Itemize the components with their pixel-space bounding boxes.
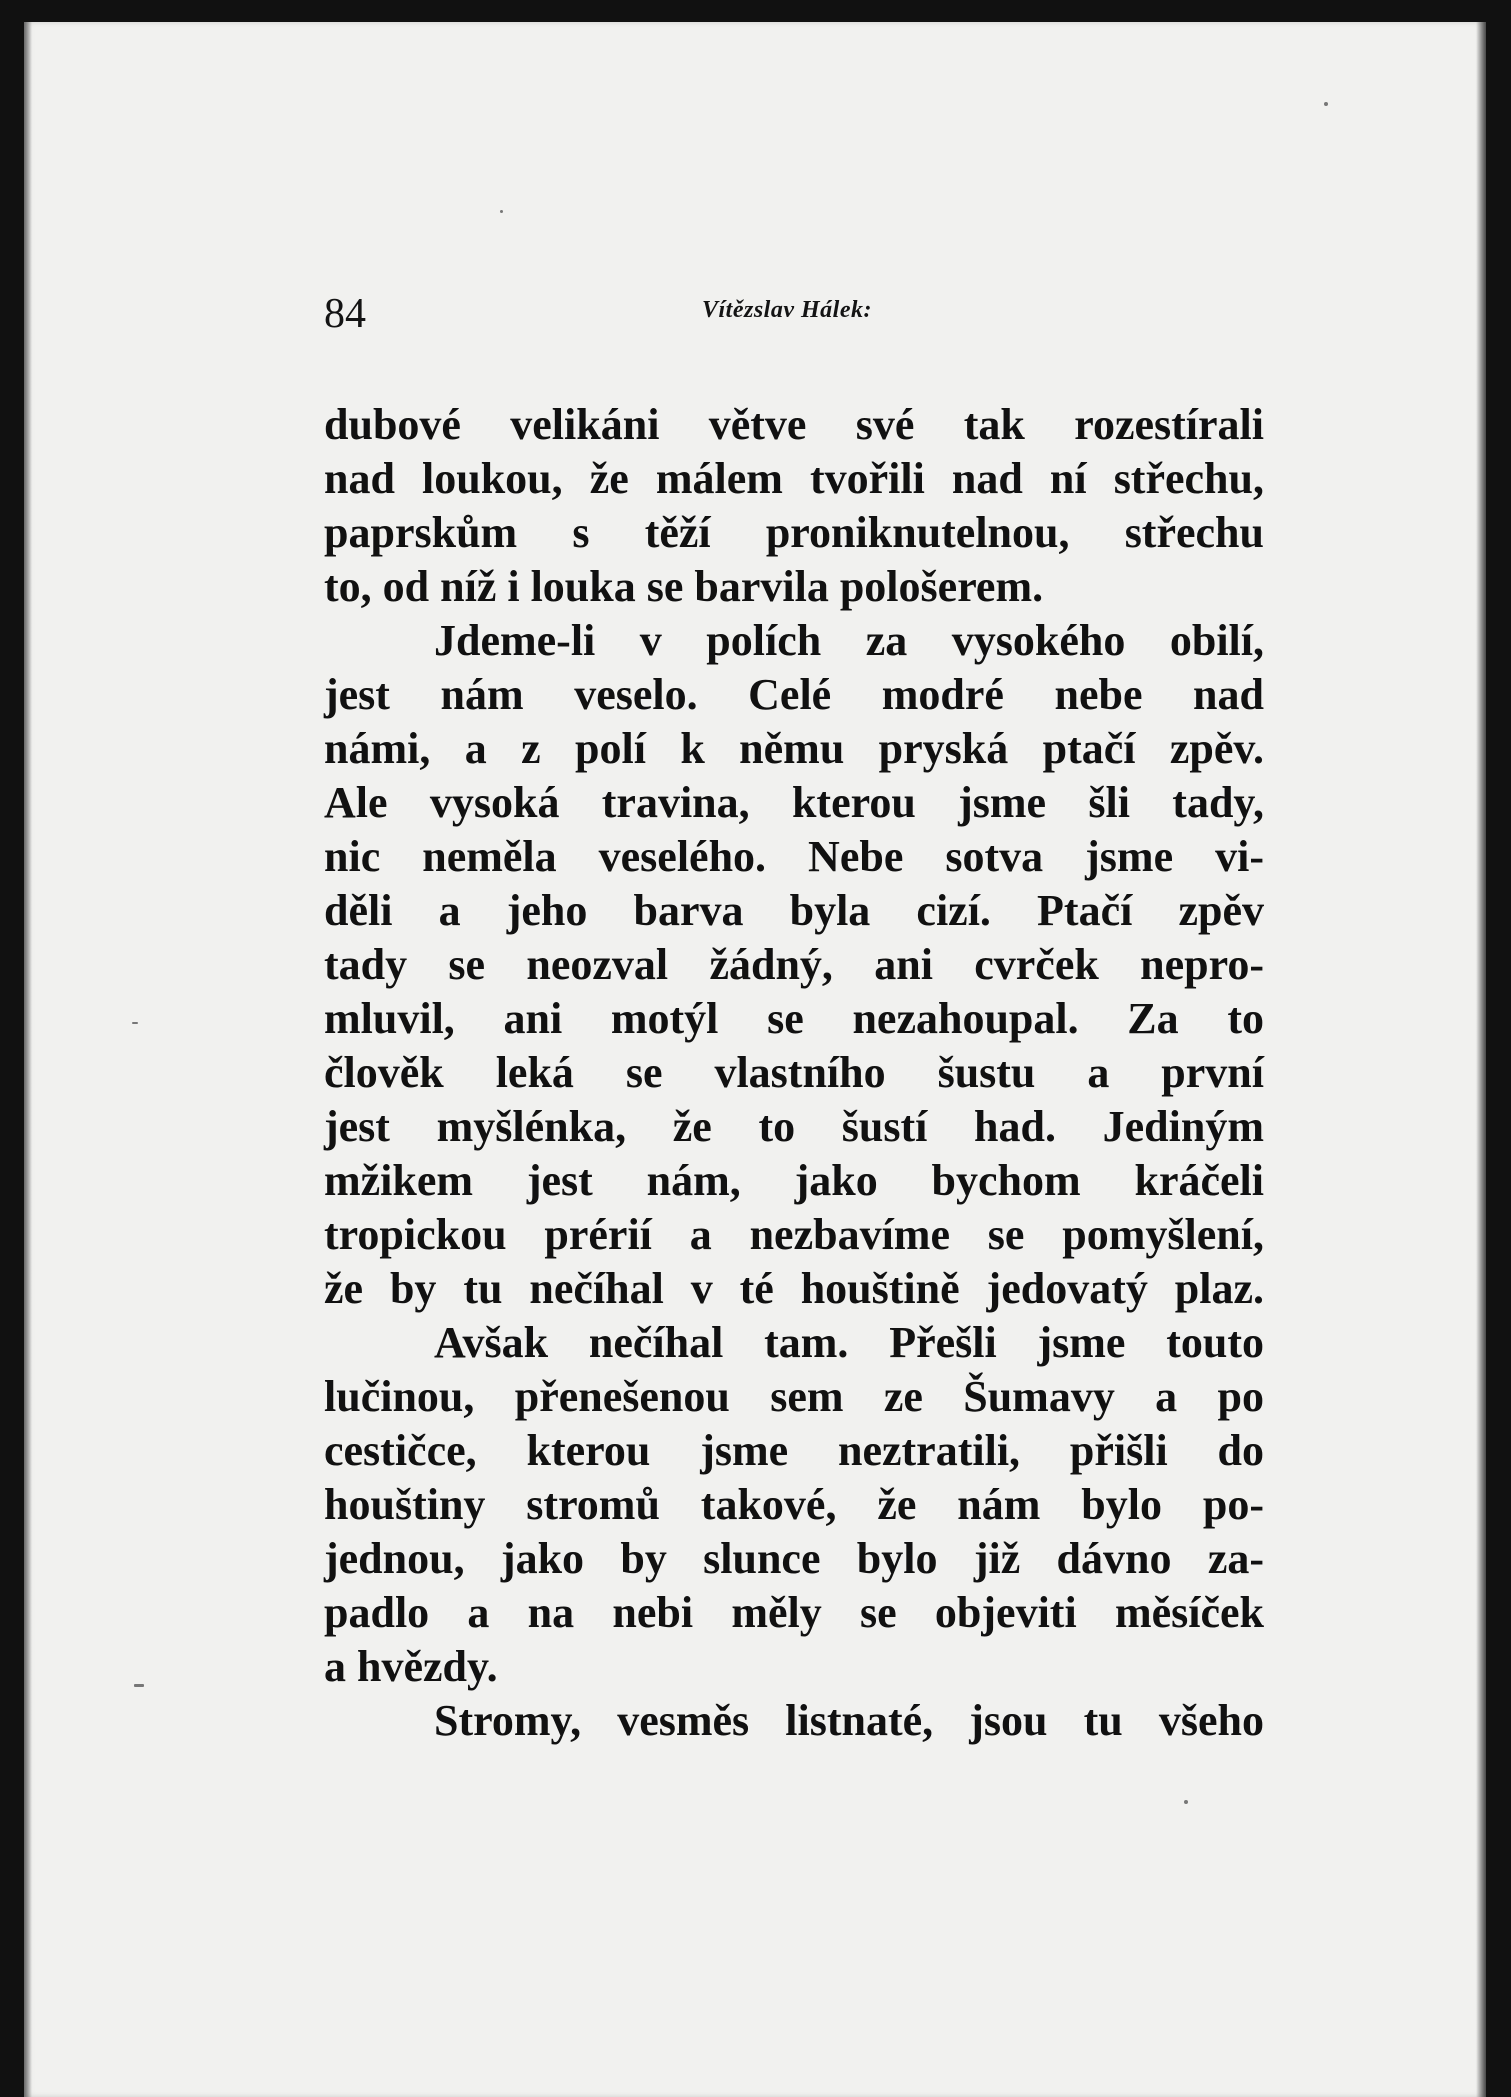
text-line: padlo a na nebi měly se objeviti měsíček <box>324 1588 1264 1637</box>
text-line: dubové velikáni větve své tak rozestírali <box>324 400 1264 449</box>
dust-speck <box>132 1022 138 1024</box>
text-line: námi, a z polí k němu pryská ptačí zpěv. <box>324 724 1264 773</box>
text-line: jednou, jako by slunce bylo již dávno za- <box>324 1534 1264 1583</box>
text-line: tropickou prérií a nezbavíme se pomyšlení, <box>324 1210 1264 1259</box>
text-line: Ale vysoká travina, kterou jsme šli tady, <box>324 778 1264 827</box>
text-line: člověk leká se vlastního šustu a první <box>324 1048 1264 1097</box>
text-line: mžikem jest nám, jako bychom kráčeli <box>324 1156 1264 1205</box>
text-line: nic neměla veselého. Nebe sotva jsme vi- <box>324 832 1264 881</box>
text-line: jest myšlénka, že to šustí had. Jediným <box>324 1102 1264 1151</box>
text-line: děli a jeho barva byla cizí. Ptačí zpěv <box>324 886 1264 935</box>
text-line: lučinou, přenešenou sem ze Šumavy a po <box>324 1372 1264 1421</box>
page-edge-shadow-right <box>1476 22 1486 2097</box>
text-line: nad loukou, že málem tvořili nad ní střechu, <box>324 454 1264 503</box>
page-number: 84 <box>324 291 366 337</box>
text-line: jest nám veselo. Celé modré nebe nad <box>324 670 1264 719</box>
dust-speck <box>1184 1800 1188 1804</box>
text-line: tady se neozval žádný, ani cvrček nepro- <box>324 940 1264 989</box>
text-line: to, od níž i louka se barvila pološerem. <box>324 562 1044 611</box>
text-line: paprskům s těží proniknutelnou, střechu <box>324 508 1264 557</box>
page-edge-shadow-left <box>24 22 32 2097</box>
text-line: houštiny stromů takové, že nám bylo po- <box>324 1480 1264 1529</box>
paper-sheet <box>24 22 1486 2097</box>
dust-speck <box>500 210 503 213</box>
text-line: cestičce, kterou jsme neztratili, přišli do <box>324 1426 1264 1475</box>
text-line: Stromy, vesměs listnaté, jsou tu všeho <box>434 1696 1264 1745</box>
text-line: mluvil, ani motýl se nezahoupal. Za to <box>324 994 1264 1043</box>
text-line: a hvězdy. <box>324 1642 498 1691</box>
text-line: Avšak nečíhal tam. Přešli jsme touto <box>434 1318 1264 1367</box>
dust-speck <box>1324 102 1328 106</box>
dust-speck <box>134 1684 144 1687</box>
body-text <box>324 398 1264 1748</box>
page-header <box>324 284 1264 344</box>
text-line: Jdeme-li v polích za vysokého obilí, <box>434 616 1264 665</box>
text-line: že by tu nečíhal v té houštině jedovatý plaz. <box>324 1264 1264 1313</box>
running-head-author: Vítězslav Hálek: <box>702 297 872 323</box>
